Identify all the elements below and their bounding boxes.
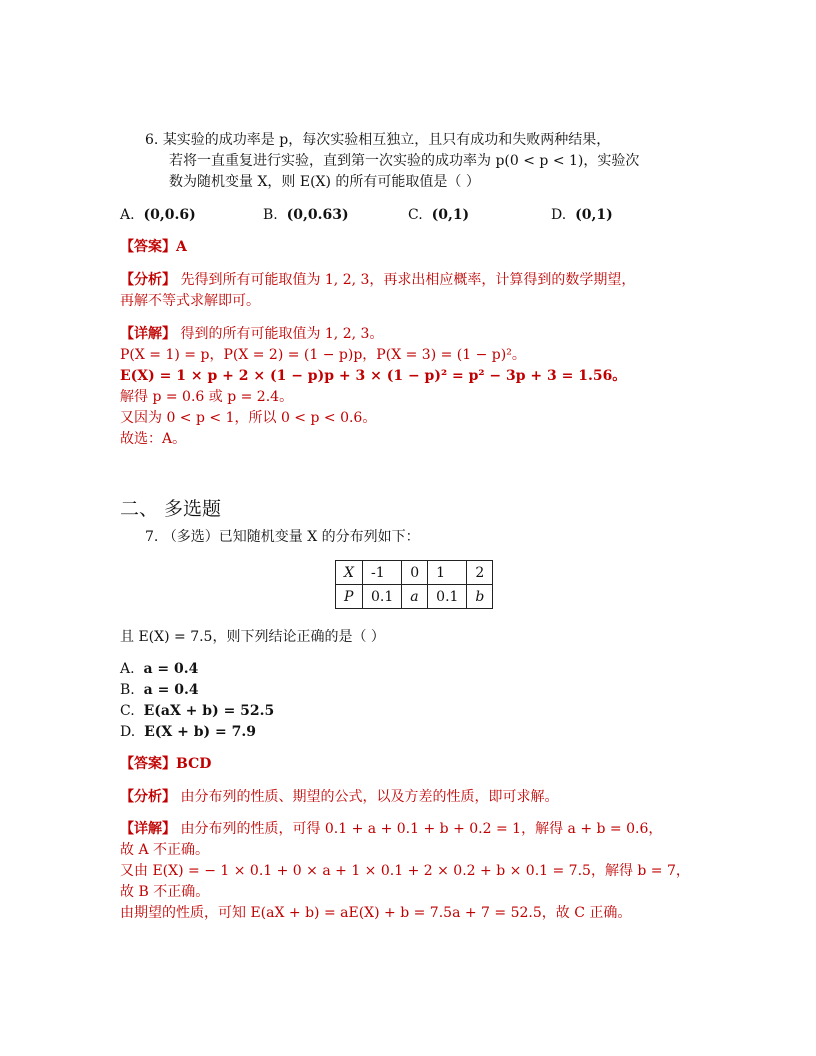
option-c: C. E(aX + b) = 52.5 bbox=[120, 703, 275, 719]
detail-line: 又因为 0 < p < 1，所以 0 < p < 0.6。 bbox=[120, 410, 377, 426]
question-7-stem bbox=[145, 527, 725, 548]
table-cell: 2 bbox=[467, 561, 493, 585]
question-number: 6. bbox=[145, 132, 159, 148]
question-6-options bbox=[120, 207, 720, 227]
table-cell: P bbox=[336, 585, 363, 609]
question-line: 某实验的成功率是 p，每次实验相互独立，且只有成功和失败两种结果， bbox=[162, 132, 611, 148]
question-line: （多选）已知随机变量 X 的分布列如下： bbox=[162, 529, 420, 545]
table-cell: 0 bbox=[402, 561, 428, 585]
detail-line: 解得 p = 0.6 或 p = 2.4。 bbox=[120, 389, 294, 405]
option-b: B. (0,0.63) bbox=[263, 207, 349, 223]
table-row bbox=[336, 585, 493, 609]
table-cell: a bbox=[402, 585, 428, 609]
detail-line: E(X) = 1 × p + 2 × (1 − p)p + 3 × (1 − p)² = p² − 3p + 3 = 1.56。 bbox=[120, 368, 627, 384]
section-title: 二、 多选题 bbox=[120, 498, 222, 520]
option-b: B. a = 0.4 bbox=[120, 682, 199, 698]
detail-line: 又由 E(X) = − 1 × 0.1 + 0 × a + 1 × 0.1 + 2 × 0.2 + b × 0.1 = 7.5，解得 b = 7， bbox=[120, 863, 690, 879]
detail-line: 故选：A。 bbox=[120, 431, 187, 447]
option-d: D. (0,1) bbox=[551, 207, 613, 223]
distribution-table bbox=[335, 560, 493, 609]
detail-line: 得到的所有可能取值为 1, 2, 3。 bbox=[180, 326, 384, 342]
question-line: 若将一直重复进行实验，直到第一次实验的成功率为 p(0 < p < 1)，实验次 bbox=[169, 153, 640, 169]
detail-line: 由期望的性质，可知 E(aX + b) = aE(X) + b = 7.5a + 7 = 52.5，故 C 正确。 bbox=[120, 905, 632, 921]
option-c: C. (0,1) bbox=[408, 207, 470, 223]
detail-line: 故 B 不正确。 bbox=[120, 884, 210, 900]
answer-6: 【答案】A bbox=[120, 239, 187, 255]
answer-7: 【答案】BCD bbox=[120, 756, 212, 772]
question-number: 7. bbox=[145, 529, 159, 545]
detail-line: 故 A 不正确。 bbox=[120, 842, 210, 858]
analysis-6: 【分析】 先得到所有可能取值为 1, 2, 3，再求出相应概率，计算得到的数学期望， 再解不等式求解即可。 bbox=[120, 272, 636, 309]
option-a: A. a = 0.4 bbox=[120, 661, 199, 677]
table-cell: 0.1 bbox=[428, 585, 467, 609]
table-row bbox=[336, 561, 493, 585]
table-cell: b bbox=[467, 585, 493, 609]
detail-line: P(X = 1) = p，P(X = 2) = (1 − p)p，P(X = 3) = (1 − p)²。 bbox=[120, 347, 526, 363]
table-cell: -1 bbox=[362, 561, 401, 585]
detail-line: 由分布列的性质，可得 0.1 + a + 0.1 + b + 0.2 = 1，解得 a + b = 0.6， bbox=[180, 821, 663, 837]
question-line: 数为随机变量 X，则 E(X) 的所有可能取值是（ ） bbox=[169, 174, 480, 190]
question-6-stem bbox=[145, 130, 725, 193]
table-cell: X bbox=[336, 561, 363, 585]
detail-6: 【详解】 得到的所有可能取值为 1, 2, 3。 P(X = 1) = p，P(X = 2) = (1 − p)p，P(X = 3) = (1 − p)²。 E(X) = 1 × p + 2 × (1 − p)p + 3 × (1 − p)² = p² − 3p + 3 = 1.56。 解得 p = 0.6 或 p = 2.4。 又因为 0 < p < 1，所以 0 < p < 0.6。 故选：A。 bbox=[120, 326, 627, 447]
option-a: A. (0,0.6) bbox=[120, 207, 196, 223]
table-cell: 0.1 bbox=[362, 585, 401, 609]
option-d: D. E(X + b) = 7.9 bbox=[120, 724, 256, 740]
analysis-7: 【分析】 由分布列的性质、期望的公式，以及方差的性质，即可求解。 bbox=[120, 789, 559, 805]
detail-7: 【详解】 由分布列的性质，可得 0.1 + a + 0.1 + b + 0.2 = 1，解得 a + b = 0.6， 故 A 不正确。 又由 E(X) = − 1 × 0.1 + 0 × a + 1 × 0.1 + 2 × 0.2 + b × 0.1 = 7.5，解得 b = 7， 故 B 不正确。 由期望的性质，可知 E(aX + b) = aE(X) + b = 7.5a + 7 = 52.5，故 C 正确。 bbox=[120, 821, 690, 921]
table-cell: 1 bbox=[428, 561, 467, 585]
question-7-condition: 且 E(X) = 7.5，则下列结论正确的是（ ） bbox=[120, 629, 385, 645]
